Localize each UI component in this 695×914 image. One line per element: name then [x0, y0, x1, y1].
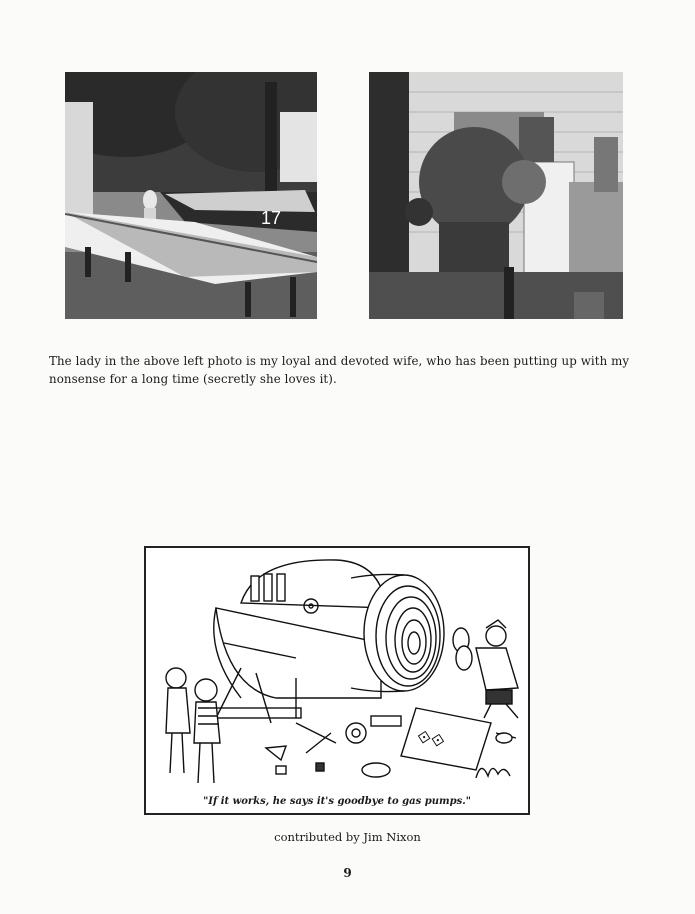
boats-yard-photo	[65, 72, 317, 319]
cartoon-caption: "If it works, he says it's goodbye to gas pumps."	[203, 796, 471, 807]
boat-number: 17	[261, 208, 282, 228]
cartoon-credit: contributed by Jim Nixon	[274, 830, 421, 844]
cartoon	[144, 546, 530, 815]
svg-text:⟐⟐: ⟐⟐	[414, 726, 447, 752]
page-number: 9	[343, 866, 352, 880]
engine-image	[369, 72, 623, 319]
boats-yard-image	[65, 72, 317, 319]
cartoon-drawing	[146, 548, 528, 813]
engine-photo	[369, 72, 623, 319]
photo-caption: The lady in the above left photo is my loyal and devoted wife, who has been putting up with my nonsense for a long time (secretly she loves it).	[49, 354, 630, 386]
